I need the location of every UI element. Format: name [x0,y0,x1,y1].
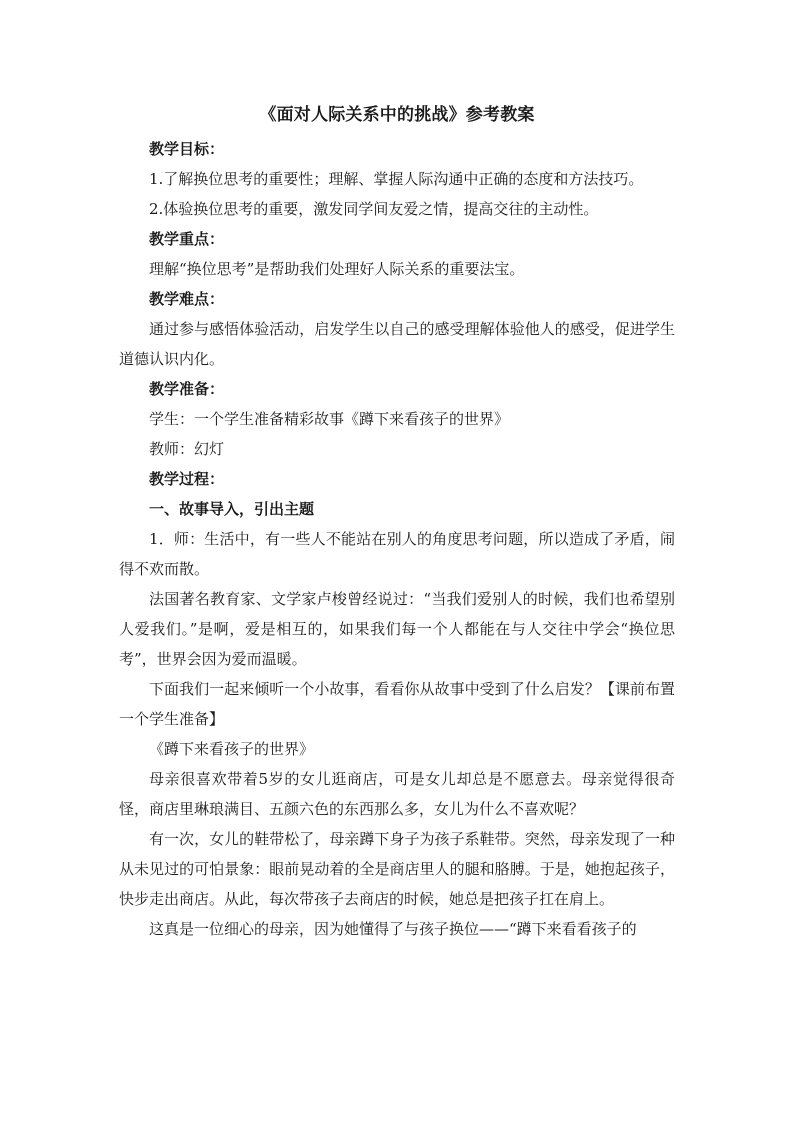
goal-item-2: 2.体验换位思考的重要，激发同学间友爱之情，提高交往的主动性。 [149,200,599,218]
paragraph-story-lead: 下面我们一起来倾听一个小故事，看看你从故事中受到了什么启发？【课前布置一个学生准备】 [119,680,675,728]
heading-key-points: 教学重点： [149,230,225,248]
difficulty-text: 通过参与感悟体验活动，启发学生以自己的感受理解体验他人的感受，促进学生道德认识内化。 [119,320,675,368]
story-title: 《蹲下来看孩子的世界》 [149,740,315,758]
preparation-teacher: 教师：幻灯 [149,440,225,458]
document-page [119,100,675,944]
goal-item-1: 1.了解换位思考的重要性；理解、掌握人际沟通中正确的态度和方法技巧。 [149,170,644,188]
preparation-student: 学生：一个学生准备精彩故事《蹲下来看孩子的世界》 [149,410,510,428]
story-paragraph-1: 母亲很喜欢带着5岁的女儿逛商店，可是女儿却总是不愿意去。母亲觉得很奇怪，商店里琳琅满目、五颜六色的东西那么多，女儿为什么不喜欢呢？ [119,770,675,818]
story-paragraph-2: 有一次，女儿的鞋带松了，母亲蹲下身子为孩子系鞋带。突然，母亲发现了一种从未见过的可怕景象：眼前晃动着的全是商店里人的腿和胳膊。于是，她抱起孩子，快步走出商店。从此，每次带孩子去商店的时候，她总是把孩子扛在肩上。 [119,830,675,908]
heading-difficulties: 教学难点： [149,290,225,308]
story-paragraph-3: 这真是一位细心的母亲，因为她懂得了与孩子换位——“蹲下来看看孩子的 [149,920,637,938]
heading-process: 教学过程： [149,470,225,488]
section-heading-intro: 一、故事导入，引出主题 [149,500,315,518]
paragraph-rousseau-quote: 法国著名教育家、文学家卢梭曾经说过：“当我们爱别人的时候，我们也希望别人爱我们。”是啊，爱是相互的，如果我们每一个人都能在与人交往中学会“换位思考”，世界会因为爱而温暖。 [119,590,675,668]
heading-preparation: 教学准备： [149,380,225,398]
key-point-text: 理解“换位思考”是帮助我们处理好人际关系的重要法宝。 [149,260,525,278]
paragraph-teacher-intro: 1．师：生活中，有一些人不能站在别人的角度思考问题，所以造成了矛盾，闹得不欢而散。 [119,530,675,578]
heading-teaching-goals: 教学目标： [149,140,225,158]
document-title: 《面对人际关系中的挑战》参考教案 [259,105,535,125]
